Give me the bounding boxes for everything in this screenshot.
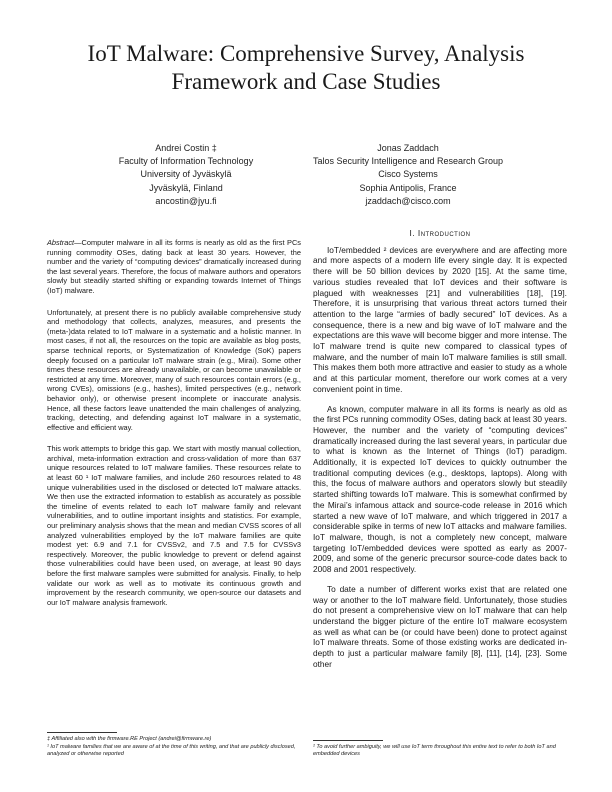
author-affiliation-line: Faculty of Information Technology [118,156,254,167]
left-footnotes [47,736,301,759]
author-affiliation-line: Talos Security Intelligence and Research Group [312,156,504,167]
footnote-rule [47,732,117,733]
author-name: Andrei Costin ‡ [155,143,217,153]
author-affiliation-line: University of Jyväskylä [140,169,232,180]
body-paragraph: As known, computer malware in all its forms is nearly as old as the first PCs running commodity OSes, dating back at least 30 years. However, the number and the variety of “computing devices” dramatically increased during the last several years, in particular due to what is known as the Internet of Things (IoT) paradigm. Additionally, it is expected IoT devices to quickly outnumber the traditional computing devices (e.g., desktops, laptops). Along with this, the focus of malware authors and operators slowly but steadily started shifting towards IoT malware. This is somewhat confirmed by the Mirai’s infamous attack and source-code release in 2016 which started a new wave of IoT malware, and which triggered in 2017 a considerable spike in terms of new IoT attacks and malware families. IoT malware, though, is not a completely new concept, malware targeting IoT/embedded devices were spotted as early as 2007-2009, and some of the generic precursor source-code dates back to 2008 and 2001 respectively. [313,403,567,575]
paper-title: IoT Malware: Comprehensive Survey, Analysis Framework and Case Studies [87,41,525,94]
footnote: ‡ Affiliated also with the firmware.RE Project (andrei@firmware.re) [47,736,212,742]
footnote: ¹ IoT malware families that we are aware of at the time of this writing, and that are publicly disclosed, analyzed or otherwise reported [47,744,296,757]
body-paragraph: IoT/embedded ² devices are everywhere and are affecting more and more aspects of a modern life every single day. It is expected there will be 50 billion devices by 2020 [15]. At the same time, various studies revealed that IoT devices and their software is plagued with weaknesses [21] and vulnerabilities [18], [19]. Therefore, it is unsurprising that various threat actors turned their attention to the large “armies of badly secured” IoT devices. As a consequence, there is a new and big wave of IoT malware and the expectations are this wave will become bigger and more intense. The IoT malware trend is quite new compared to classical types of malware, and the number of main IoT malware families is still small. This makes them both more attractive and easier to study as a whole and at this particular moment, therefore our work comes at a very convenient point in time. [313,244,567,394]
author-block-1 [76,142,296,208]
author-email: jzaddach@cisco.com [365,195,451,206]
right-footnotes [313,744,567,759]
section-heading: I. Introduction [409,228,471,238]
abstract-paragraph: Unfortunately, at present there is no publicly available comprehensive study and methodology that collects, analyzes, measures, and presents the (meta-)data related to IoT malware in a systematic and a holistic manner. In most cases, if not all, the resources on the topic are available as blog posts, sparse technical reports, or Systematization of Knowledge (SoK) papers deeply focused on a particular IoT malware strain (e.g., Mirai). Some other times these resources are already unavailable, or can become unavailable or restricted at any time. Moreover, many of such resources contain errors (e.g., wrong CVEs), omissions (e.g., hashes), limited perspectives (e.g., network behavior only), or otherwise present incomplete or inaccurate analysis. Hence, all these factors leave unattended the main challenges of analyzing, tracking, detecting, and defending against IoT malware in a systematic, effective and efficient way. [47,307,301,432]
author-email: ancostin@jyu.fi [155,195,217,206]
footnote-rule [313,740,383,741]
right-column [313,228,567,669]
abstract [47,238,301,296]
author-affiliation-line: Sophia Antipolis, France [359,182,457,193]
body-paragraph: To date a number of different works exist that are related one way or another to the IoT malware field. Unfortunately, those studies do not present a comprehensive view on IoT malware that can help understand the bigger picture of the entire IoT malware ecosystem as well as what can be (or could have been) done to protect against IoT malware threats. Some of those existing works are dedicated in-depth to just a particular malware family [8], [11], [14], [23]. Some other [313,583,567,669]
author-name: Jonas Zaddach [377,143,439,153]
author-affiliation-line: Jyväskylä, Finland [149,182,223,193]
left-column [47,238,301,607]
footnote: ² To avoid further ambiguity, we will use IoT term throughout this entire text to refer to both IoT and embedded devices [313,744,556,757]
abstract-label: Abstract [47,238,75,247]
author-block-2 [298,142,518,208]
abstract-text: —Computer malware in all its forms is nearly as old as the first PCs running commodity OSes, dating back at least 30 years. However, the number and the variety of “computing devices” dramatically increased during the last several years. Therefore, the focus of malware authors and operators slowly but steadily started shifting or expanding towards Internet of Things (IoT) malware. [47,238,301,295]
abstract-paragraph: This work attempts to bridge this gap. We start with mostly manual collection, archival, meta-information extraction and cross-validation of more than 637 unique resources related to IoT malware families. These resources relate to at least 60 ¹ IoT malware families, and include 260 resources related to 48 unique vulnerabilities used in the disclosed or detected IoT malware attacks. We then use the extracted information to establish as accurately as possible the timeline of events related to each IoT malware family and relevant vulnerabilities, and to outline important insights and statistics. For example, our preliminary analysis shows that the mean and median CVSS scores of all analyzed vulnerabilities employed by the IoT malware families are quite modest yet: 6.9 and 7.1 for CVSSv2, and 7.5 and 7.5 for CVSSv3 respectively. Moreover, the public knowledge to prevent or defend against those vulnerabilities could have been used, on average, at least 90 days before the first malware samples were submitted for analysis. Finally, to help validate our work as well as to motivate its continuous growth and improvement by the research community, we open-source our datasets and our IoT malware analysis framework. [47,444,301,607]
author-affiliation-line: Cisco Systems [378,169,438,180]
